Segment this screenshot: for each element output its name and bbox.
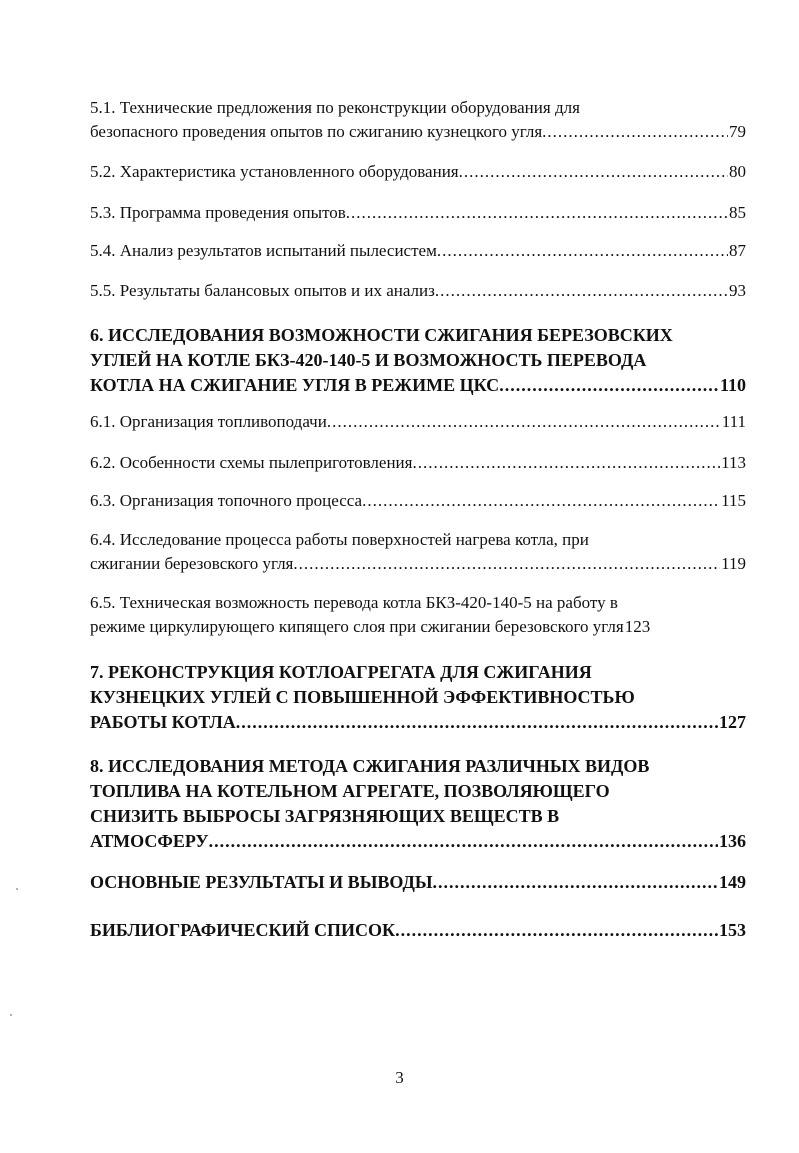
page-ref: 87 bbox=[729, 241, 746, 260]
chapter-title: 6. ИССЛЕДОВАНИЯ ВОЗМОЖНОСТИ СЖИГАНИЯ БЕРЕЗОВСКИХ bbox=[90, 325, 673, 345]
chapter-title-cont: ТОПЛИВА НА КОТЕЛЬНОМ АГРЕГАТЕ, ПОЗВОЛЯЮЩЕГО bbox=[90, 781, 610, 801]
page-ref: 79 bbox=[729, 122, 746, 141]
toc-entry-title: 5.3. Программа проведения опытов bbox=[90, 203, 346, 222]
scan-speck bbox=[10, 1014, 12, 1016]
toc-entry-6-3 bbox=[90, 489, 746, 513]
toc-entry-title: 5.5. Результаты балансовых опытов и их анализ bbox=[90, 281, 435, 300]
toc-entry-5-3 bbox=[90, 201, 746, 225]
toc-bibliography bbox=[90, 918, 746, 943]
dot-leader bbox=[412, 451, 720, 475]
page-ref: 127 bbox=[719, 712, 746, 732]
chapter-title-cont: КОТЛА НА СЖИГАНИЕ УГЛЯ В РЕЖИМЕ ЦКС bbox=[90, 375, 500, 395]
page-ref: 136 bbox=[719, 831, 746, 851]
page-ref: 110 bbox=[719, 375, 746, 395]
chapter-title-cont: УГЛЕЙ НА КОТЛЕ БКЗ-420-140-5 И ВОЗМОЖНОСТЬ ПЕРЕВОДА bbox=[90, 350, 647, 370]
page-ref: 93 bbox=[729, 281, 746, 300]
page-number: 3 bbox=[395, 1068, 404, 1087]
toc-entry-title: 5.1. Технические предложения по реконструкции оборудования для bbox=[90, 98, 580, 117]
dot-leader bbox=[362, 489, 720, 513]
toc-entry-title-cont: безопасного проведения опытов по сжиганию кузнецкого угля bbox=[90, 122, 543, 141]
page-ref: 111 bbox=[721, 412, 746, 431]
page-ref: 113 bbox=[721, 453, 746, 472]
toc-entry-title-cont: сжигании березовского угля bbox=[90, 554, 294, 573]
chapter-title: 8. ИССЛЕДОВАНИЯ МЕТОДА СЖИГАНИЯ РАЗЛИЧНЫХ ВИДОВ bbox=[90, 756, 650, 776]
dot-leader bbox=[435, 279, 728, 303]
toc-entry-5-5 bbox=[90, 279, 746, 303]
section-title: ОСНОВНЫЕ РЕЗУЛЬТАТЫ И ВЫВОДЫ bbox=[90, 872, 433, 892]
toc-chapter-8 bbox=[90, 754, 746, 854]
toc-entry-title: 6.2. Особенности схемы пылеприготовления bbox=[90, 453, 413, 472]
dot-leader bbox=[437, 239, 728, 263]
dot-leader bbox=[293, 552, 720, 576]
chapter-title-cont: РАБОТЫ КОТЛА bbox=[90, 712, 236, 732]
chapter-title-cont: СНИЗИТЬ ВЫБРОСЫ ЗАГРЯЗНЯЮЩИХ ВЕЩЕСТВ В bbox=[90, 806, 560, 826]
dot-leader bbox=[236, 710, 718, 735]
chapter-title: 7. РЕКОНСТРУКЦИЯ КОТЛОАГРЕГАТА ДЛЯ СЖИГАНИЯ bbox=[90, 662, 592, 682]
page-ref: 149 bbox=[719, 872, 746, 892]
toc-entry-5-1 bbox=[90, 96, 746, 144]
toc-entry-6-5 bbox=[90, 591, 746, 639]
dot-leader bbox=[499, 373, 719, 398]
dot-leader bbox=[395, 918, 718, 943]
page-ref: 153 bbox=[719, 920, 746, 940]
page-ref: 85 bbox=[729, 203, 746, 222]
toc-chapter-6 bbox=[90, 323, 746, 398]
section-title: БИБЛИОГРАФИЧЕСКИЙ СПИСОК bbox=[90, 920, 396, 940]
toc-entry-title: 5.2. Характеристика установленного оборудования bbox=[90, 162, 459, 181]
toc-entry-5-4 bbox=[90, 239, 746, 263]
toc-entry-6-4 bbox=[90, 528, 746, 576]
toc-chapter-7 bbox=[90, 660, 746, 735]
page-ref: 80 bbox=[729, 162, 746, 181]
toc-entry-title: 5.4. Анализ результатов испытаний пылесистем bbox=[90, 241, 437, 260]
dot-leader bbox=[542, 120, 728, 144]
page-ref: 115 bbox=[721, 491, 746, 510]
toc-entry-5-2 bbox=[90, 160, 746, 184]
toc-entry-title: 6.5. Техническая возможность перевода котла БКЗ-420-140-5 на работу в bbox=[90, 593, 618, 612]
page-ref: 119 bbox=[721, 554, 746, 573]
toc-entry-6-2 bbox=[90, 451, 746, 475]
page-ref: 123 bbox=[624, 617, 651, 636]
chapter-title-cont: АТМОСФЕРУ bbox=[90, 831, 209, 851]
dot-leader bbox=[346, 201, 728, 225]
toc-entry-title: 6.1. Организация топливоподачи bbox=[90, 412, 327, 431]
chapter-title-cont: КУЗНЕЦКИХ УГЛЕЙ С ПОВЫШЕННОЙ ЭФФЕКТИВНОСТЬЮ bbox=[90, 687, 635, 707]
dot-leader bbox=[327, 410, 721, 434]
scan-speck bbox=[16, 888, 18, 890]
dot-leader bbox=[459, 160, 728, 184]
toc-entry-6-1 bbox=[90, 410, 746, 434]
dot-leader bbox=[209, 829, 718, 854]
dot-leader bbox=[433, 870, 718, 895]
toc-results bbox=[90, 870, 746, 895]
toc-entry-title-cont: режиме циркулирующего кипящего слоя при сжигании березовского угля bbox=[90, 617, 624, 636]
toc-entry-title: 6.4. Исследование процесса работы поверхностей нагрева котла, при bbox=[90, 530, 589, 549]
toc-entry-title: 6.3. Организация топочного процесса bbox=[90, 491, 363, 510]
